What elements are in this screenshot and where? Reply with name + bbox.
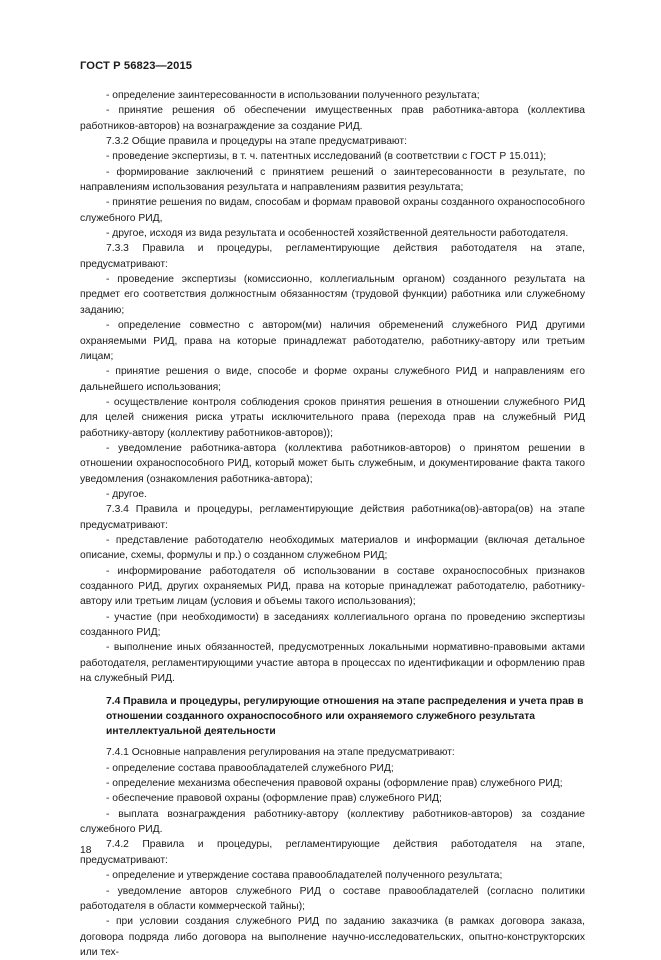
paragraph: 7.4.1 Основные направления регулирования на этапе предусматривают: — [106, 747, 455, 759]
paragraph: - определение механизма обеспечения правовой охраны (оформление прав) служебного РИД; — [106, 778, 563, 790]
paragraph: - принятие решения об обеспечении имущественных прав работника-автора (коллектива работников-авторов) на вознаграждение за создание РИД. — [80, 105, 585, 132]
paragraph: - определение заинтересованности в использовании полученного результата; — [106, 90, 480, 101]
paragraph: - проведение экспертизы (комиссионно, коллегиальным органом) созданного результата на предмет его соответствия должностным обязанностям (трудовой функции) работника или служебному заданию; — [80, 274, 585, 316]
document-body — [80, 88, 585, 960]
paragraph: 7.4.2 Правила и процедуры, регламентирующие действия работодателя на этапе, предусматривают: — [80, 839, 585, 866]
paragraph: 7.3.3 Правила и процедуры, регламентирующие действия работодателя на этапе, предусматривают: — [80, 243, 585, 270]
paragraph: - участие (при необходимости) в заседаниях коллегиального органа по проведению экспертизы созданного РИД; — [80, 611, 585, 639]
paragraph: - определение совместно с автором(ми) наличия обременений служебного РИД другими охраняемыми РИД, права на которые принадлежат работодателю, работнику-автору или третьим лицам; — [80, 320, 585, 362]
section-heading: 7.4 Правила и процедуры, регулирующие отношения на этапе распределения и учета прав в отношении созданного охраноспособного или охраняемого служебного результата интеллектуальной деятельности — [106, 696, 584, 738]
paragraph: 7.3.2 Общие правила и процедуры на этапе предусматривают: — [106, 136, 407, 148]
paragraph: - принятие решения по видам, способам и формам правовой охраны созданного охраноспособного служебного РИД, — [80, 197, 585, 224]
document-header: ГОСТ Р 56823—2015 — [80, 60, 193, 72]
paragraph: - формирование заключений с принятием решений о заинтересованности в результате, по направлениям использования результата и направлениям развития результата; — [80, 166, 585, 194]
paragraph: - при условии создания служебного РИД по заданию заказчика (в рамках договора заказа, договора подряда либо договора на выполнение научно-исследовательских, опытно-конструкторских или тех- — [80, 916, 585, 958]
page-number: 18 — [80, 845, 92, 856]
paragraph: - другое. — [106, 488, 147, 500]
paragraph: - уведомление авторов служебного РИД о составе правообладателей (согласно политики работодателя в области коммерческой тайны); — [80, 885, 585, 912]
paragraph: - осуществление контроля соблюдения сроков принятия решения в отношении служебного РИД для целей снижения риска утраты исключительного права (перехода прав на служебный РИД работнику-автору (коллективу работников-авторов)); — [80, 396, 585, 439]
paragraph: - уведомление работника-автора (коллектива работников-авторов) о принятом решении в отношении охраноспособного РИД, который может быть служебным, и документирование факта такого уведомления (ознакомления работника-автора); — [80, 442, 585, 485]
paragraph: - представление работодателю необходимых материалов и информации (включая детальное описание, схемы, формулы и пр.) о созданном служебном РИД; — [80, 534, 585, 562]
paragraph: - определение состава правообладателей служебного РИД; — [106, 762, 394, 774]
paragraph: - проведение экспертизы, в т. ч. патентных исследований (в соответствии с ГОСТ Р 15.011); — [106, 151, 547, 163]
paragraph: - выполнение иных обязанностей, предусмотренных локальными нормативно-правовыми актами работодателя, регламентирующими участие автора в процессах по идентификации и оформлению прав на служебный РИД. — [80, 642, 585, 685]
paragraph: - другое, исходя из вида результата и особенностей хозяйственной деятельности работодателя. — [106, 228, 569, 240]
paragraph: 7.3.4 Правила и процедуры, регламентирующие действия работника(ов)-автора(ов) на этапе предусматривают: — [80, 504, 585, 531]
paragraph: - обеспечение правовой охраны (оформление прав) служебного РИД; — [106, 793, 442, 805]
paragraph: - принятие решения о виде, способе и форме охраны служебного РИД и направлениям его дальнейшего использования; — [80, 366, 585, 393]
paragraph: - информирование работодателя об использовании в составе охраноспособных признаков созданного РИД, других охраняемых РИД, права на которые принадлежат работодателю, работнику-автору или третьим лицам (условия и объемы такого использования); — [80, 565, 585, 608]
paragraph: - определение и утверждение состава правообладателей полученного результата; — [106, 870, 503, 882]
paragraph: - выплата вознаграждения работнику-автору (коллективу работников-авторов) за создание служебного РИД. — [80, 808, 585, 836]
